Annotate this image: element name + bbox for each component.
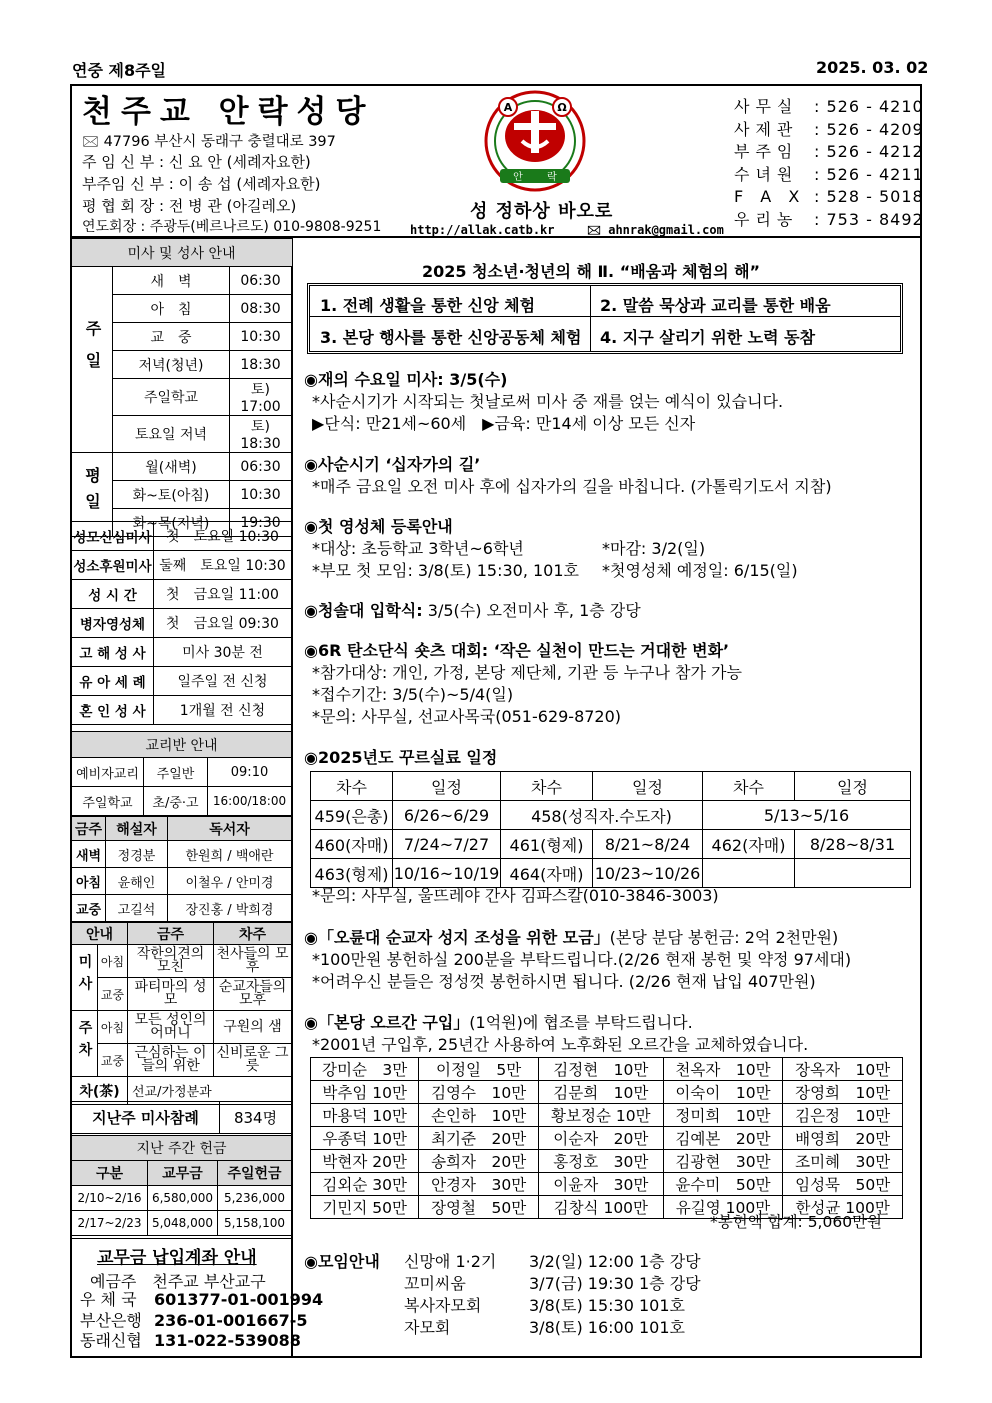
theme-item: 4. 지구 살리기 위한 노력 동참 [600,328,816,347]
donor-row [311,1081,903,1104]
cursillo-cell: 5/13~5/16 [703,801,911,830]
offering-header: 교무금 [148,1161,218,1186]
cursillo-cell: 10/23~10/26 [593,859,703,888]
catechism-table [71,731,292,816]
donor-cell: 김광현 30만 [663,1150,783,1173]
donor-cell: 마용덕 10만 [311,1104,419,1127]
notice-carbon-fast: ◉6R 탄소단식 숏츠 대회: ‘작은 실천이 만드는 거대한 변화’ *참가대상: 개인, 가정, 본당 제단체, 기관 등 누구나 참가 가능 *접수기간: 3/5(수)~5/4(일) *문의: 사무실, 선교사목국(051-629-8720) [304,641,742,726]
donor-cell: 황보정순 10만 [538,1104,663,1127]
sacrament-name: 병자영성체 [72,609,154,638]
contact-number: : 526 - 4211 [814,164,924,184]
mass-time: 토) 18:30 [230,416,292,453]
cursillo-cell: 463(형제) [311,859,393,888]
sacrament-name: 혼 인 성 사 [72,696,154,725]
donor-cell: 기민지 50만 [311,1196,419,1219]
sacrament-time: 1개월 전 신청 [154,696,292,725]
contact-list [734,96,924,231]
cursillo-cell: 464(자매) [501,859,593,888]
sacrament-name: 고 해 성 사 [72,638,154,667]
hymn-this-week: 근심하는 이들의 위한 [128,1044,214,1077]
mass-name: 토요일 저녁 [113,416,230,453]
tea-value: 선교/가정분과 [128,1077,292,1105]
contact-label: F A X [734,187,806,206]
donor-row [311,1173,903,1196]
hymn-mass: 교중 [98,1044,128,1077]
mass-time: 19:30 [230,509,292,537]
cursillo-header: 차수 [501,772,593,801]
meeting-when: 3/8(토) 15:30 101호 [529,1296,685,1315]
cursillo-cell: 460(자매) [311,830,393,859]
hymn-mass: 아침 [98,945,128,978]
mass-time: 10:30 [230,481,292,509]
sacrament-table [71,521,292,725]
offering-period: 2/17~2/23 [72,1211,148,1236]
donor-cell: 김예본 20만 [663,1127,783,1150]
contact-label: 사제관 [734,119,799,139]
cursillo-cell: 7/24~7/27 [393,830,501,859]
donor-cell: 정미희 10만 [663,1104,783,1127]
mass-time: 토) 17:00 [230,379,292,416]
meeting-name: 자모회 [404,1318,451,1337]
meeting-name: 신망애 1·2기 [404,1252,497,1271]
notice-organ: ◉「본당 오르간 구입」(1억원)에 협조를 부탁드립니다. *2001년 구입후, 25년간 사용하여 노후화된 오르간을 교체하였습니다. [304,1013,809,1054]
lector-mass: 아침 [72,868,106,895]
mass-name: 월(새벽) [113,453,230,481]
council-president-line: 평 협 회 장 : 전 병 관 (아길레오) [82,197,297,215]
class-name: 주일학교 [72,787,144,816]
contact-number: : 753 - 8492 [814,209,924,229]
donor-cell: 손인하 10만 [419,1104,539,1127]
sacrament-time: 첫 토요일 10:30 [154,522,292,551]
mass-name: 새 벽 [113,267,230,295]
class-time: 16:00/18:00 [208,787,292,816]
donor-cell: 이순자 20만 [538,1127,663,1150]
account-holder: 예금주 천주교 부산교구 [90,1272,266,1291]
sunday-label: 주일 [72,267,113,453]
donor-cell: 천옥자 10만 [663,1058,783,1081]
pastor-line: 주 임 신 부 : 신 요 안 (세례자요한) [82,153,311,171]
cursillo-cell: 458(성직자.수도자) [501,801,703,830]
donor-cell: 장영철 50만 [419,1196,539,1219]
donor-cell: 홍정호 30만 [538,1150,663,1173]
mass-name: 화~토(아침) [113,481,230,509]
offering-table [71,1135,292,1236]
cursillo-cell: 462(자매) [703,830,795,859]
notice-first-communion: ◉첫 영성체 등록안내 *대상: 초등학교 3학년~6학년 *마감: 3/2(일) *부모 첫 모임: 3/8(토) 15:30, 101호 *첫영성체 예정일: 6/15(일) [304,517,798,580]
donor-cell: 윤수미 50만 [663,1173,783,1196]
donor-cell: 강미순 3만 [311,1058,419,1081]
mass-time: 08:30 [230,295,292,323]
hymn-header: 금주 [128,923,214,945]
sacrament-name: 성소후원미사 [72,551,154,580]
donor-cell: 조미혜 30만 [783,1150,903,1173]
contact-label: 우리농 [734,209,799,229]
mass-time: 06:30 [230,267,292,295]
theme-item: 2. 말씀 묵상과 교리를 통한 배움 [600,296,831,315]
contact-label: 사무실 [734,97,799,116]
donor-cell: 안경자 30만 [419,1173,539,1196]
donor-cell: 장옥자 10만 [783,1058,903,1081]
hymn-next-week: 구원의 샘 [214,1011,292,1044]
donor-row [311,1127,903,1150]
tea-label: 차(茶) [72,1077,128,1105]
notice-choir: ◉청솔대 입학식: 3/5(수) 오전미사 후, 1층 강당 [304,601,641,620]
theme-title: 2025 청소년·청년의 해 Ⅱ. “배움과 체험의 해” [422,262,761,281]
donor-cell: 장영희 10만 [783,1081,903,1104]
mass-name: 저녁(청년) [113,351,230,379]
hymn-this-week: 모든 성인의 어머니 [128,1011,214,1044]
mass-name: 아 침 [113,295,230,323]
patron-saint: 성 정하상 바오로 [470,201,614,222]
bank-name: 동래신협 [80,1331,142,1350]
donor-cell: 이윤자 30만 [538,1173,663,1196]
parish-address: 🖂 47796 부산시 동래구 충렬대로 397 [82,134,336,150]
commentator: 윤해인 [106,868,168,895]
assistant-pastor-line: 부주임 신 부 : 이 송 섭 (세례자요한) [82,175,321,193]
donor-cell: 유길영 100만 [663,1196,783,1219]
theme-item: 1. 전례 생활을 통한 신앙 체험 [320,296,536,315]
lector-header: 해설자 [106,817,168,841]
donor-cell: 배영희 20만 [783,1127,903,1150]
hymn-next-week: 천사들의 모후 [214,945,292,978]
hymn-mass: 아침 [98,1011,128,1044]
cursillo-header: 일정 [795,772,911,801]
email-link[interactable]: 🖂 ahnrak@gmail.com [586,223,724,237]
cursillo-header: 일정 [593,772,703,801]
sacrament-time: 둘째 토요일 10:30 [154,551,292,580]
account-number: 131-022-539088 [154,1331,301,1350]
liturgical-week: 연중 제8주일 [72,61,166,80]
svg-text:Ω: Ω [557,101,567,114]
hymn-header: 안내 [72,923,128,945]
sacrament-time: 첫 금요일 09:30 [154,609,292,638]
lector-table [71,816,292,922]
contact-number: : 526 - 4209 [814,119,924,139]
contact-label: 부주임 [734,142,799,161]
theme-item: 3. 본당 행사를 통한 신앙공동체 체험 [320,328,582,347]
hymn-next-week: 신비로운 그릇 [214,1044,292,1077]
account-number: 601377-01-001994 [154,1290,324,1309]
mass-name: 화~목(저녁) [113,509,230,537]
parish-title: 천주교 안락성당 [82,94,375,130]
offering-sunday: 5,158,100 [218,1211,292,1236]
class-name: 예비자교리 [72,758,144,787]
cursillo-cell: 8/21~8/24 [593,830,703,859]
sacrament-time: 미사 30분 전 [154,638,292,667]
cursillo-title: ◉2025년도 꾸르실료 일정 [304,748,498,767]
donor-cell: 임성묵 50만 [783,1173,903,1196]
weekday-label: 평일 [72,453,113,537]
contact-label: 수녀원 [734,164,799,184]
donor-cell: 김정현 10만 [538,1058,663,1081]
notice-ash-wednesday: ◉재의 수요일 미사: 3/5(수) *사순시기가 시작되는 첫날로써 미사 중 재를 얹는 예식이 있습니다. ▶단식: 만21세~60세 ▶금육: 만14세 이상 모든 신자 [304,370,784,433]
offering-header: 주일헌금 [218,1161,292,1186]
homepage-link[interactable]: http://allak.catb.kr [410,223,555,237]
cursillo-cell: 6/26~6/29 [393,801,501,830]
mass-name: 주일학교 [113,379,230,416]
svg-text:안: 안 [513,172,523,183]
sacrament-name: 성모신심미사 [72,522,154,551]
sacrament-name: 성 시 간 [72,580,154,609]
meeting-when: 3/2(일) 12:00 1층 강당 [529,1252,701,1271]
donor-cell: 김문희 10만 [538,1081,663,1104]
commentator: 정경분 [106,841,168,868]
sacrament-name: 유 아 세 례 [72,667,154,696]
attendance-table [71,1101,292,1134]
hymn-header: 차주 [214,923,292,945]
parish-logo-icon [484,89,586,193]
cursillo-cell: 10/16~10/19 [393,859,501,888]
notice-way-of-cross: ◉사순시기 ‘십자가의 길’ *매주 금요일 오전 미사 후에 십자가의 길을 바칩니다. (가톨릭기도서 지참) [304,455,832,496]
cursillo-table [310,771,911,888]
donor-cell: 이숙이 10만 [663,1081,783,1104]
mass-schedule-table [71,238,292,537]
notice-martyr-shrine: ◉「오륜대 순교자 성지 조성을 위한 모금」(본당 분담 봉헌금: 2억 2천만원) *100만원 봉헌하실 200분을 부탁드립니다.(2/26 현재 봉헌 및 약정 97세대) *어려우신 분들은 정성껏 봉헌하시면 됩니다. (2/26 현재 납입 407만원) [304,928,852,991]
offering-header: 구분 [72,1161,148,1186]
offering-dues: 5,048,000 [148,1211,218,1236]
cursillo-header: 차수 [311,772,393,801]
mass-time: 06:30 [230,453,292,481]
cursillo-contact: *문의: 사무실, 울뜨레야 간사 김파스칼(010-3846-3003) [312,886,719,905]
class-day: 초/중·고 [144,787,208,816]
class-day: 주일반 [144,758,208,787]
cursillo-cell: 461(형제) [501,830,593,859]
catechism-title: 교리반 안내 [72,732,292,758]
lectors: 한원희 / 백애란 [168,841,292,868]
donor-row [311,1058,903,1081]
donor-cell: 송희자 20만 [419,1150,539,1173]
svg-text:A: A [503,101,513,114]
svg-text:락: 락 [547,172,557,183]
account-title: 교무금 납입계좌 안내 [97,1248,257,1268]
organ-total: *봉헌액 합계: 5,060만원 [710,1213,883,1231]
meeting-when: 3/8(토) 16:00 101호 [529,1318,685,1337]
mass-name: 교 중 [113,323,230,351]
hymn-this-week: 파티마의 성모 [128,978,214,1011]
donor-cell: 김창식 100만 [538,1196,663,1219]
class-time: 09:10 [208,758,292,787]
donor-cell: 김외순 30만 [311,1173,419,1196]
cursillo-header: 차수 [703,772,795,801]
contact-links [410,221,724,242]
donor-cell: 최기준 20만 [419,1127,539,1150]
hymn-this-week: 작한의견의 모친 [128,945,214,978]
commentator: 고길석 [106,895,168,922]
lector-mass: 교중 [72,895,106,922]
hymn-table [71,922,292,1105]
donor-cell: 김영수 10만 [419,1081,539,1104]
organ-donor-table [310,1057,903,1219]
bulletin-date: 2025. 03. 02 [816,58,929,77]
attendance-label: 지난주 미사참례 [72,1102,220,1134]
donor-cell: 이정일 5만 [419,1058,539,1081]
donor-row [311,1150,903,1173]
bank-name: 우 체 국 [80,1290,137,1309]
hymn-mass: 교중 [98,978,128,1011]
contact-number: : 528 - 5018 [814,187,924,206]
account-list [80,1290,323,1352]
cursillo-cell: 459(은총) [311,801,393,830]
lector-header: 독서자 [168,817,292,841]
hymn-group-mass: 미사 [72,945,98,1011]
mass-time: 18:30 [230,351,292,379]
cursillo-header: 일정 [393,772,501,801]
elder-line: 연도회장 : 주광두(베르나르도) 010-9808-9251 [82,219,382,235]
lector-header: 금주 [72,817,106,841]
donor-cell: 우종덕 10만 [311,1127,419,1150]
hymn-group-next: 주차 [72,1011,98,1077]
offering-title: 지난 주간 헌금 [72,1136,292,1161]
account-number: 236-01-001667-5 [154,1310,308,1330]
theme-box [307,283,903,354]
contact-number: : 526 - 4212 [814,142,924,161]
meeting-name: 꼬미씨움 [404,1274,466,1293]
lector-mass: 새벽 [72,841,106,868]
donor-cell: 김은정 10만 [783,1104,903,1127]
meeting-name: 복사자모회 [404,1296,482,1315]
donor-cell: 박추임 10만 [311,1081,419,1104]
cursillo-cell: 8/28~8/31 [795,830,911,859]
donor-row [311,1104,903,1127]
sacrament-time: 일주일 전 신청 [154,667,292,696]
lectors: 이철우 / 안미경 [168,868,292,895]
offering-dues: 6,580,000 [148,1186,218,1211]
attendance-value: 834명 [220,1102,292,1134]
contact-number: : 526 - 4210 [814,97,924,116]
lectors: 장진홍 / 박희경 [168,895,292,922]
offering-period: 2/10~2/16 [72,1186,148,1211]
sacrament-time: 첫 금요일 11:00 [154,580,292,609]
bank-name: 부산은행 [80,1310,142,1330]
offering-sunday: 5,236,000 [218,1186,292,1211]
mass-time: 10:30 [230,323,292,351]
mass-schedule-title: 미사 및 성사 안내 [72,239,292,267]
donor-cell: 한성균 100만 [783,1196,903,1219]
meeting-when: 3/7(금) 19:30 1층 강당 [529,1274,701,1293]
hymn-next-week: 순교자들의 모후 [214,978,292,1011]
donor-cell: 박현자 20만 [311,1150,419,1173]
